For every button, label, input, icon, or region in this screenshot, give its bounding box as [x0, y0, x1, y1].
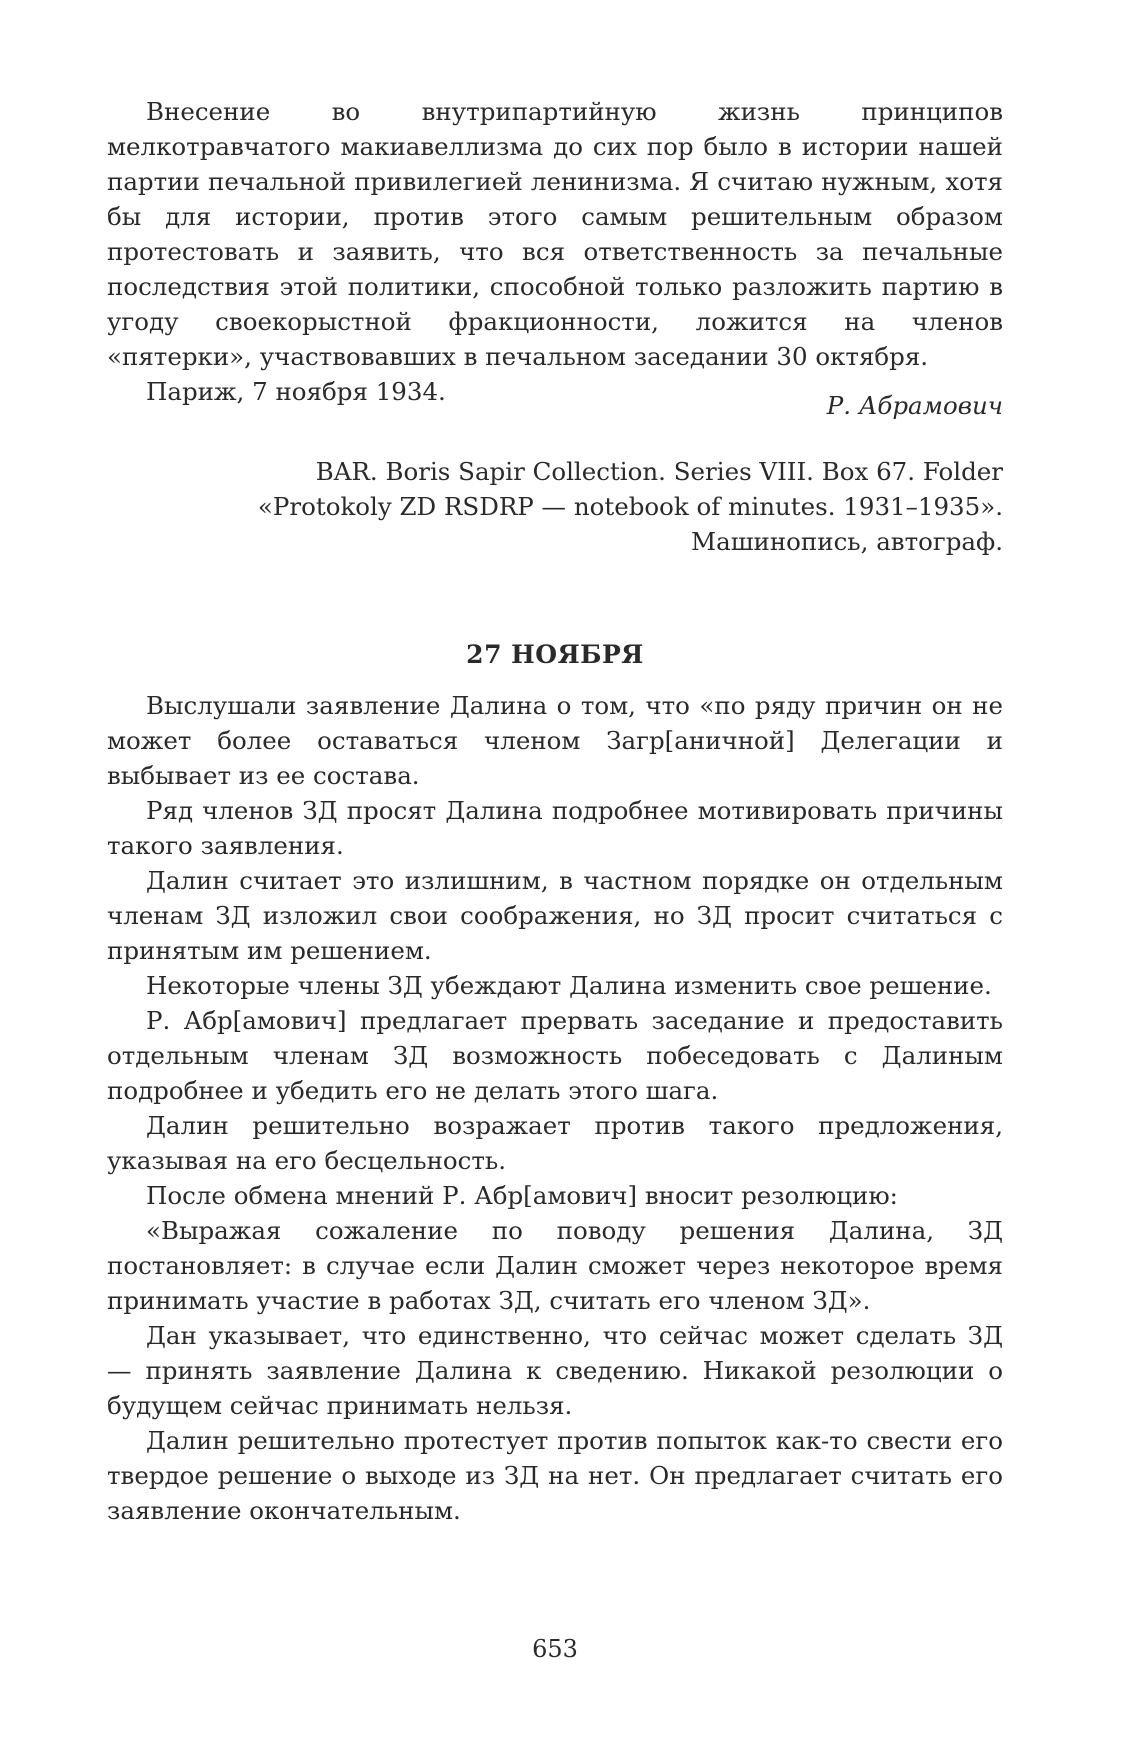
paragraph: Выслушали заявление Далина о том, что «по ряду причин он не может более оставаться членом Загр[аничной] Делегации и выбывает из ее состава. [107, 691, 1003, 790]
paragraph: Далин решительно возражает против такого предложения, указывая на его бесцельность. [107, 1111, 1003, 1175]
paragraph: «Выражая сожаление по поводу решения Далина, ЗД постановляет: в случае если Далин сможет через некоторое время принимать участие в работах ЗД, считать его членом ЗД». [107, 1216, 1003, 1315]
paragraph: Далин считает это излишним, в частном порядке он отдельным членам ЗД изложил свои соображения, но ЗД просит считаться с принятым им решением. [107, 866, 1003, 965]
signature: Р. Абрамович [826, 391, 1003, 420]
source-line: BAR. Boris Sapir Collection. Series VIII. Box 67. Folder [315, 457, 1003, 486]
paragraph: Внесение во внутрипартийную жизнь принципов мелкотравчатого макиавеллизма до сих пор было в истории нашей партии печальной привилегией ленинизма. Я считаю нужным, хотя бы для истории, против этого самым решительным образом протестовать и заявить, что вся ответственность за печальные последствия этой политики, способной только разложить партию в угоду своекорыстной фракционности, ложится на членов «пятерки», участвовавших в печальном заседании 30 октября. [107, 97, 1003, 371]
section-heading: 27 НОЯБРЯ [466, 640, 644, 669]
paragraph: Дан указывает, что единственно, что сейчас может сделать ЗД — принять заявление Далина к сведению. Никакой резолюции о будущем сейчас принимать нельзя. [107, 1321, 1003, 1420]
archival-source [107, 454, 1003, 559]
paragraph: Некоторые члены ЗД убеждают Далина изменить свое решение. [146, 971, 992, 1000]
top-text-block [107, 94, 1003, 409]
paragraph: После обмена мнений Р. Абр[амович] вносит резолюцию: [146, 1181, 898, 1210]
paragraph: Ряд членов ЗД просят Далина подробнее мотивировать причины такого заявления. [107, 796, 1003, 860]
page-number: 653 [532, 1635, 578, 1663]
source-line: «Protokoly ZD RSDRP — notebook of minutes. 1931–1935». [257, 492, 1003, 521]
paragraph: Далин решительно протестует против попыток как-то свести его твердое решение о выходе из ЗД на нет. Он предлагает считать его заявление окончательным. [107, 1426, 1003, 1525]
paragraph: Р. Абр[амович] предлагает прервать заседание и предоставить отдельным членам ЗД возможность побеседовать с Далиным подробнее и убедить его не делать этого шага. [107, 1006, 1003, 1105]
source-line: Машинопись, автограф. [691, 527, 1003, 556]
section-text-block [107, 688, 1003, 1528]
place-date-line: Париж, 7 ноября 1934. [146, 377, 446, 406]
